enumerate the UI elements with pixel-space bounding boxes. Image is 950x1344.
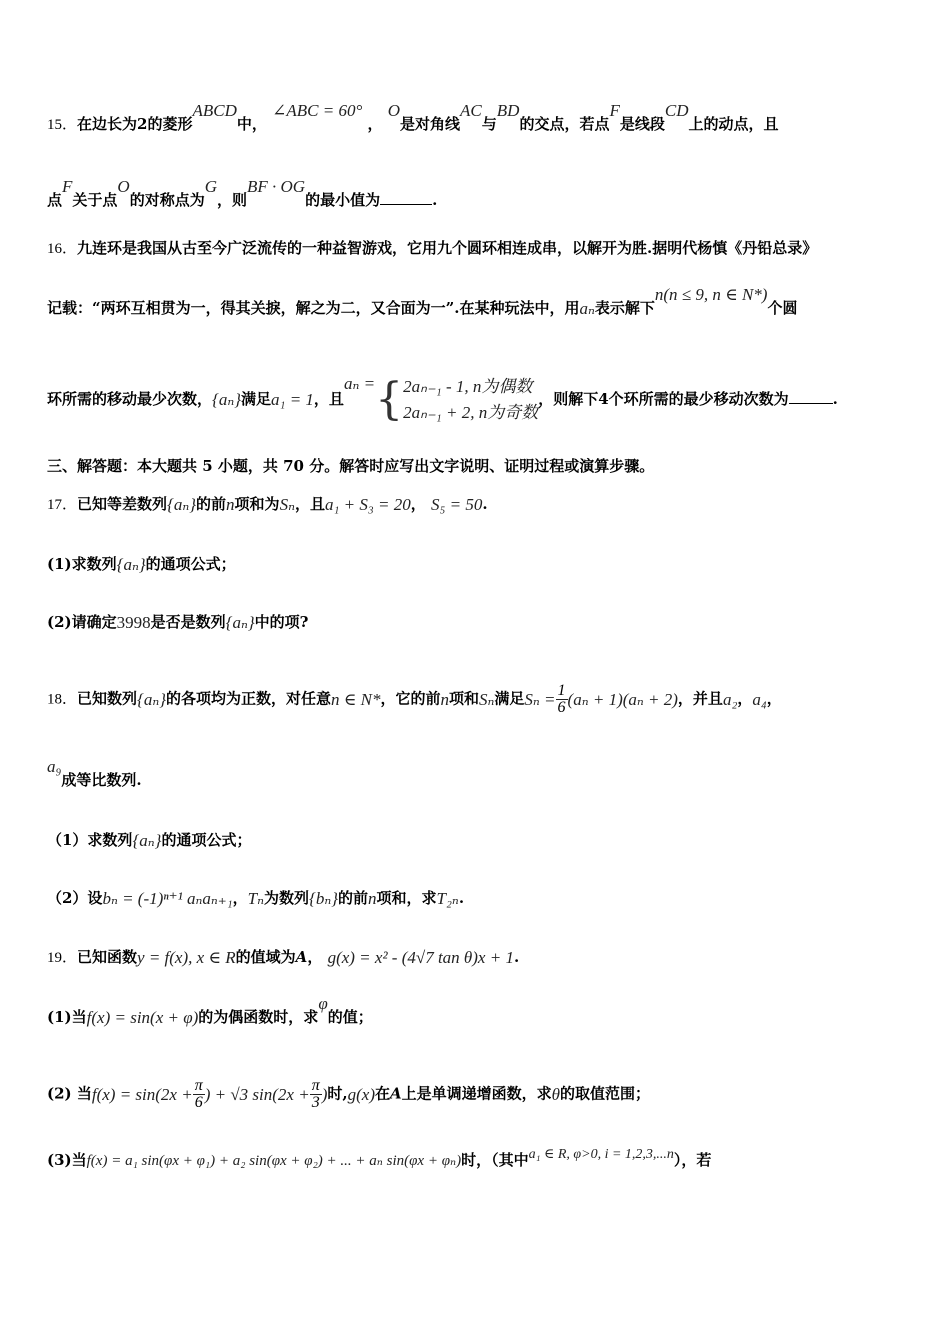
question-number: 15．	[47, 117, 78, 133]
math: a₁ = 1	[271, 390, 314, 409]
text: .	[513, 948, 520, 966]
text: 的交点，若点	[519, 115, 610, 133]
q17-line1	[47, 494, 910, 515]
math: Sₙ =	[524, 689, 556, 709]
math: CD	[664, 101, 689, 120]
text: (2) 当	[47, 1084, 92, 1103]
text: 时,	[327, 1084, 348, 1103]
math: 3998	[116, 613, 151, 632]
math: aₙ	[579, 299, 595, 318]
text: 在边长为	[77, 115, 138, 133]
text: .	[832, 390, 838, 408]
text: (3)当	[47, 1151, 87, 1169]
denominator: 3	[311, 1094, 320, 1111]
piecewise-cases	[403, 374, 538, 426]
math: O	[117, 177, 130, 196]
math: bₙ = (-1)ⁿ⁺¹ aₙaₙ₊₁	[102, 889, 233, 908]
question-number: 16．	[47, 241, 78, 257]
denominator: 6	[557, 699, 566, 716]
text: .	[432, 191, 438, 209]
text: （2）设	[47, 889, 103, 907]
section-title	[47, 456, 910, 476]
text: .	[482, 495, 488, 513]
denominator: 6	[194, 1094, 203, 1111]
math: G	[204, 177, 217, 196]
text: ，	[766, 689, 782, 708]
question-number: 17．	[47, 497, 78, 513]
text: (1)当	[47, 1008, 87, 1026]
text: 满足	[494, 689, 525, 708]
math: ABCD	[192, 101, 237, 120]
fraction	[556, 683, 568, 716]
text: ，且	[294, 495, 325, 513]
text: 的值域为	[235, 948, 296, 966]
text: 个环所需的最少移动次数为	[608, 390, 789, 408]
text: 九连环是我国从古至今广泛流传的一种益智游戏，它用九个圆环相连成串，以解开为胜.据明代杨慎《丹铅总录》	[77, 239, 818, 257]
math: a₂	[722, 689, 738, 709]
math: y = f(x), x ∈ R	[137, 948, 236, 967]
q15-line2	[47, 177, 910, 211]
text: 点	[47, 191, 63, 209]
math: {aₙ}	[167, 495, 197, 514]
text: ，	[307, 948, 323, 966]
q18-line1	[47, 683, 910, 716]
text: 的前	[338, 889, 369, 907]
text: 的最小值为	[305, 191, 381, 209]
math: )	[321, 1084, 328, 1104]
math: F	[62, 177, 73, 196]
math: BD	[496, 101, 520, 120]
text: 是对角线	[400, 115, 461, 133]
math: θ	[551, 1084, 561, 1104]
q19-part3	[47, 1147, 910, 1171]
math: A	[390, 1084, 402, 1103]
numerator: π	[311, 1077, 320, 1094]
fraction	[310, 1078, 322, 1111]
text: ，	[737, 689, 753, 708]
text: 项和为	[234, 495, 280, 513]
text: 的通项公式；	[161, 831, 252, 849]
q16-line1	[47, 238, 910, 259]
math: ∠ABC = 60°	[272, 101, 363, 120]
math: a₉	[47, 757, 62, 776]
math: O	[387, 101, 401, 120]
math: g(x) = x² - (4√7 tan θ)x + 1	[327, 948, 514, 967]
text: 4	[598, 390, 609, 408]
text: 成等比数列.	[61, 771, 142, 789]
answer-blank[interactable]	[789, 389, 833, 404]
text: 的对称点为	[129, 191, 205, 209]
text: (2)请确定	[47, 613, 117, 631]
math: {aₙ}	[225, 613, 255, 632]
text: 上的动点，且	[688, 115, 779, 133]
q16-line2	[47, 285, 910, 319]
text: 项和，求	[376, 889, 437, 907]
math: {aₙ}	[137, 689, 167, 709]
text: 是否是数列	[150, 613, 226, 631]
math: Tₙ	[247, 889, 264, 908]
math: f(x) = a₁ sin(φx + φ₁) + a₂ sin(φx + φ₂) + ... + aₙ sin(φx + φₙ)	[86, 1153, 462, 1169]
q19-part2	[47, 1078, 910, 1111]
text: 的取值范围；	[560, 1084, 651, 1103]
text: 与	[481, 115, 497, 133]
math: Sₙ	[479, 689, 495, 709]
text: 上是单调递增函数，求	[401, 1084, 552, 1103]
q17-part1	[47, 554, 910, 575]
text: .	[458, 889, 465, 907]
text: 满足	[241, 390, 272, 408]
math: φ	[318, 994, 328, 1013]
q19-part1	[47, 994, 910, 1028]
question-number: 19．	[47, 950, 78, 966]
text: 为数列	[264, 889, 310, 907]
math: f(x) = sin(x + φ)	[86, 1008, 199, 1027]
math: a₄	[752, 689, 767, 709]
text: 在	[375, 1084, 391, 1103]
text: ，则解下	[538, 390, 599, 408]
math: aₙ =	[343, 374, 376, 393]
q19-line1	[47, 947, 910, 968]
text: 的各项均为正数，对任意	[166, 689, 332, 708]
text: 记载：“两环互相贯为一，得其关捩，解之为二，又合面为一”.在某种玩法中，用	[47, 299, 580, 317]
math: a₁ + S₃ = 20	[324, 495, 411, 514]
math: n	[368, 889, 377, 908]
text: 环所需的移动最少次数，	[47, 390, 213, 408]
math: A	[295, 948, 308, 966]
text: 个圆	[767, 299, 798, 317]
text: (1)求数列	[47, 555, 117, 573]
math: n	[440, 689, 449, 709]
text: ，且	[313, 390, 344, 408]
math: a₁ ∈ R, φ>0, i = 1,2,3,...n	[528, 1147, 674, 1162]
math: n ∈ N*	[331, 689, 381, 709]
text: 的为偶函数时，求	[198, 1008, 319, 1026]
math: BF · OG	[247, 177, 306, 196]
math: S₅ = 50	[430, 495, 483, 514]
section-heading: 三、解答题：本大题共 5 小题，共 70 分。解答时应写出文字说明、证明过程或演算步骤。	[47, 457, 655, 475]
math: {aₙ}	[116, 555, 146, 574]
q17-part2	[47, 612, 910, 633]
text: ），若	[673, 1151, 712, 1169]
brace: {	[375, 374, 404, 425]
text: 已知等差数列	[77, 495, 168, 513]
q18-line2	[47, 757, 910, 791]
text: 时，（其中	[461, 1151, 529, 1169]
text: 2	[137, 115, 148, 133]
text: ，并且	[677, 689, 723, 708]
text: ，	[232, 889, 248, 907]
text: ，它的前	[380, 689, 441, 708]
text: 的通项公式；	[145, 555, 236, 573]
text: 是线段	[619, 115, 665, 133]
text: 的值；	[327, 1008, 373, 1026]
case-line: 2aₙ₋₁ - 1, n为偶数	[403, 377, 533, 396]
math: AC	[460, 101, 482, 120]
text: 表示解下	[594, 299, 655, 317]
numerator: 1	[557, 682, 566, 699]
math: {aₙ}	[212, 390, 242, 409]
text: 中的项?	[254, 613, 309, 631]
fraction	[193, 1078, 205, 1111]
case-line: 2aₙ₋₁ + 2, n为奇数	[403, 403, 539, 422]
text: 已知数列	[77, 689, 138, 708]
text: 的前	[196, 495, 227, 513]
math: (aₙ + 1)(aₙ + 2)	[567, 689, 678, 709]
q18-part1	[47, 830, 910, 851]
text: 的菱形	[147, 115, 193, 133]
text: 项和	[449, 689, 480, 708]
text: 中，	[236, 115, 267, 133]
math: {bₙ}	[309, 889, 339, 908]
numerator: π	[194, 1077, 203, 1094]
text: 已知函数	[77, 948, 138, 966]
math: Sₙ	[279, 495, 295, 514]
q15-line1	[47, 101, 910, 135]
math: F	[609, 101, 620, 120]
text: ，	[410, 495, 426, 513]
math: n	[226, 495, 235, 514]
question-number: 18．	[47, 691, 78, 708]
text: （1）求数列	[47, 831, 133, 849]
text: 关于点	[72, 191, 118, 209]
q18-part2	[47, 888, 910, 909]
answer-blank[interactable]	[380, 190, 432, 205]
math: g(x)	[347, 1084, 375, 1104]
math: ) + √3 sin(2x +	[204, 1084, 310, 1104]
math: {aₙ}	[132, 831, 162, 850]
math: f(x) = sin(2x +	[91, 1084, 193, 1104]
math: n(n ≤ 9, n ∈ N*)	[654, 285, 768, 304]
text: ，则	[217, 191, 248, 209]
math: T₂ₙ	[436, 889, 459, 908]
q16-line3	[47, 371, 910, 431]
text: ，	[367, 115, 383, 133]
